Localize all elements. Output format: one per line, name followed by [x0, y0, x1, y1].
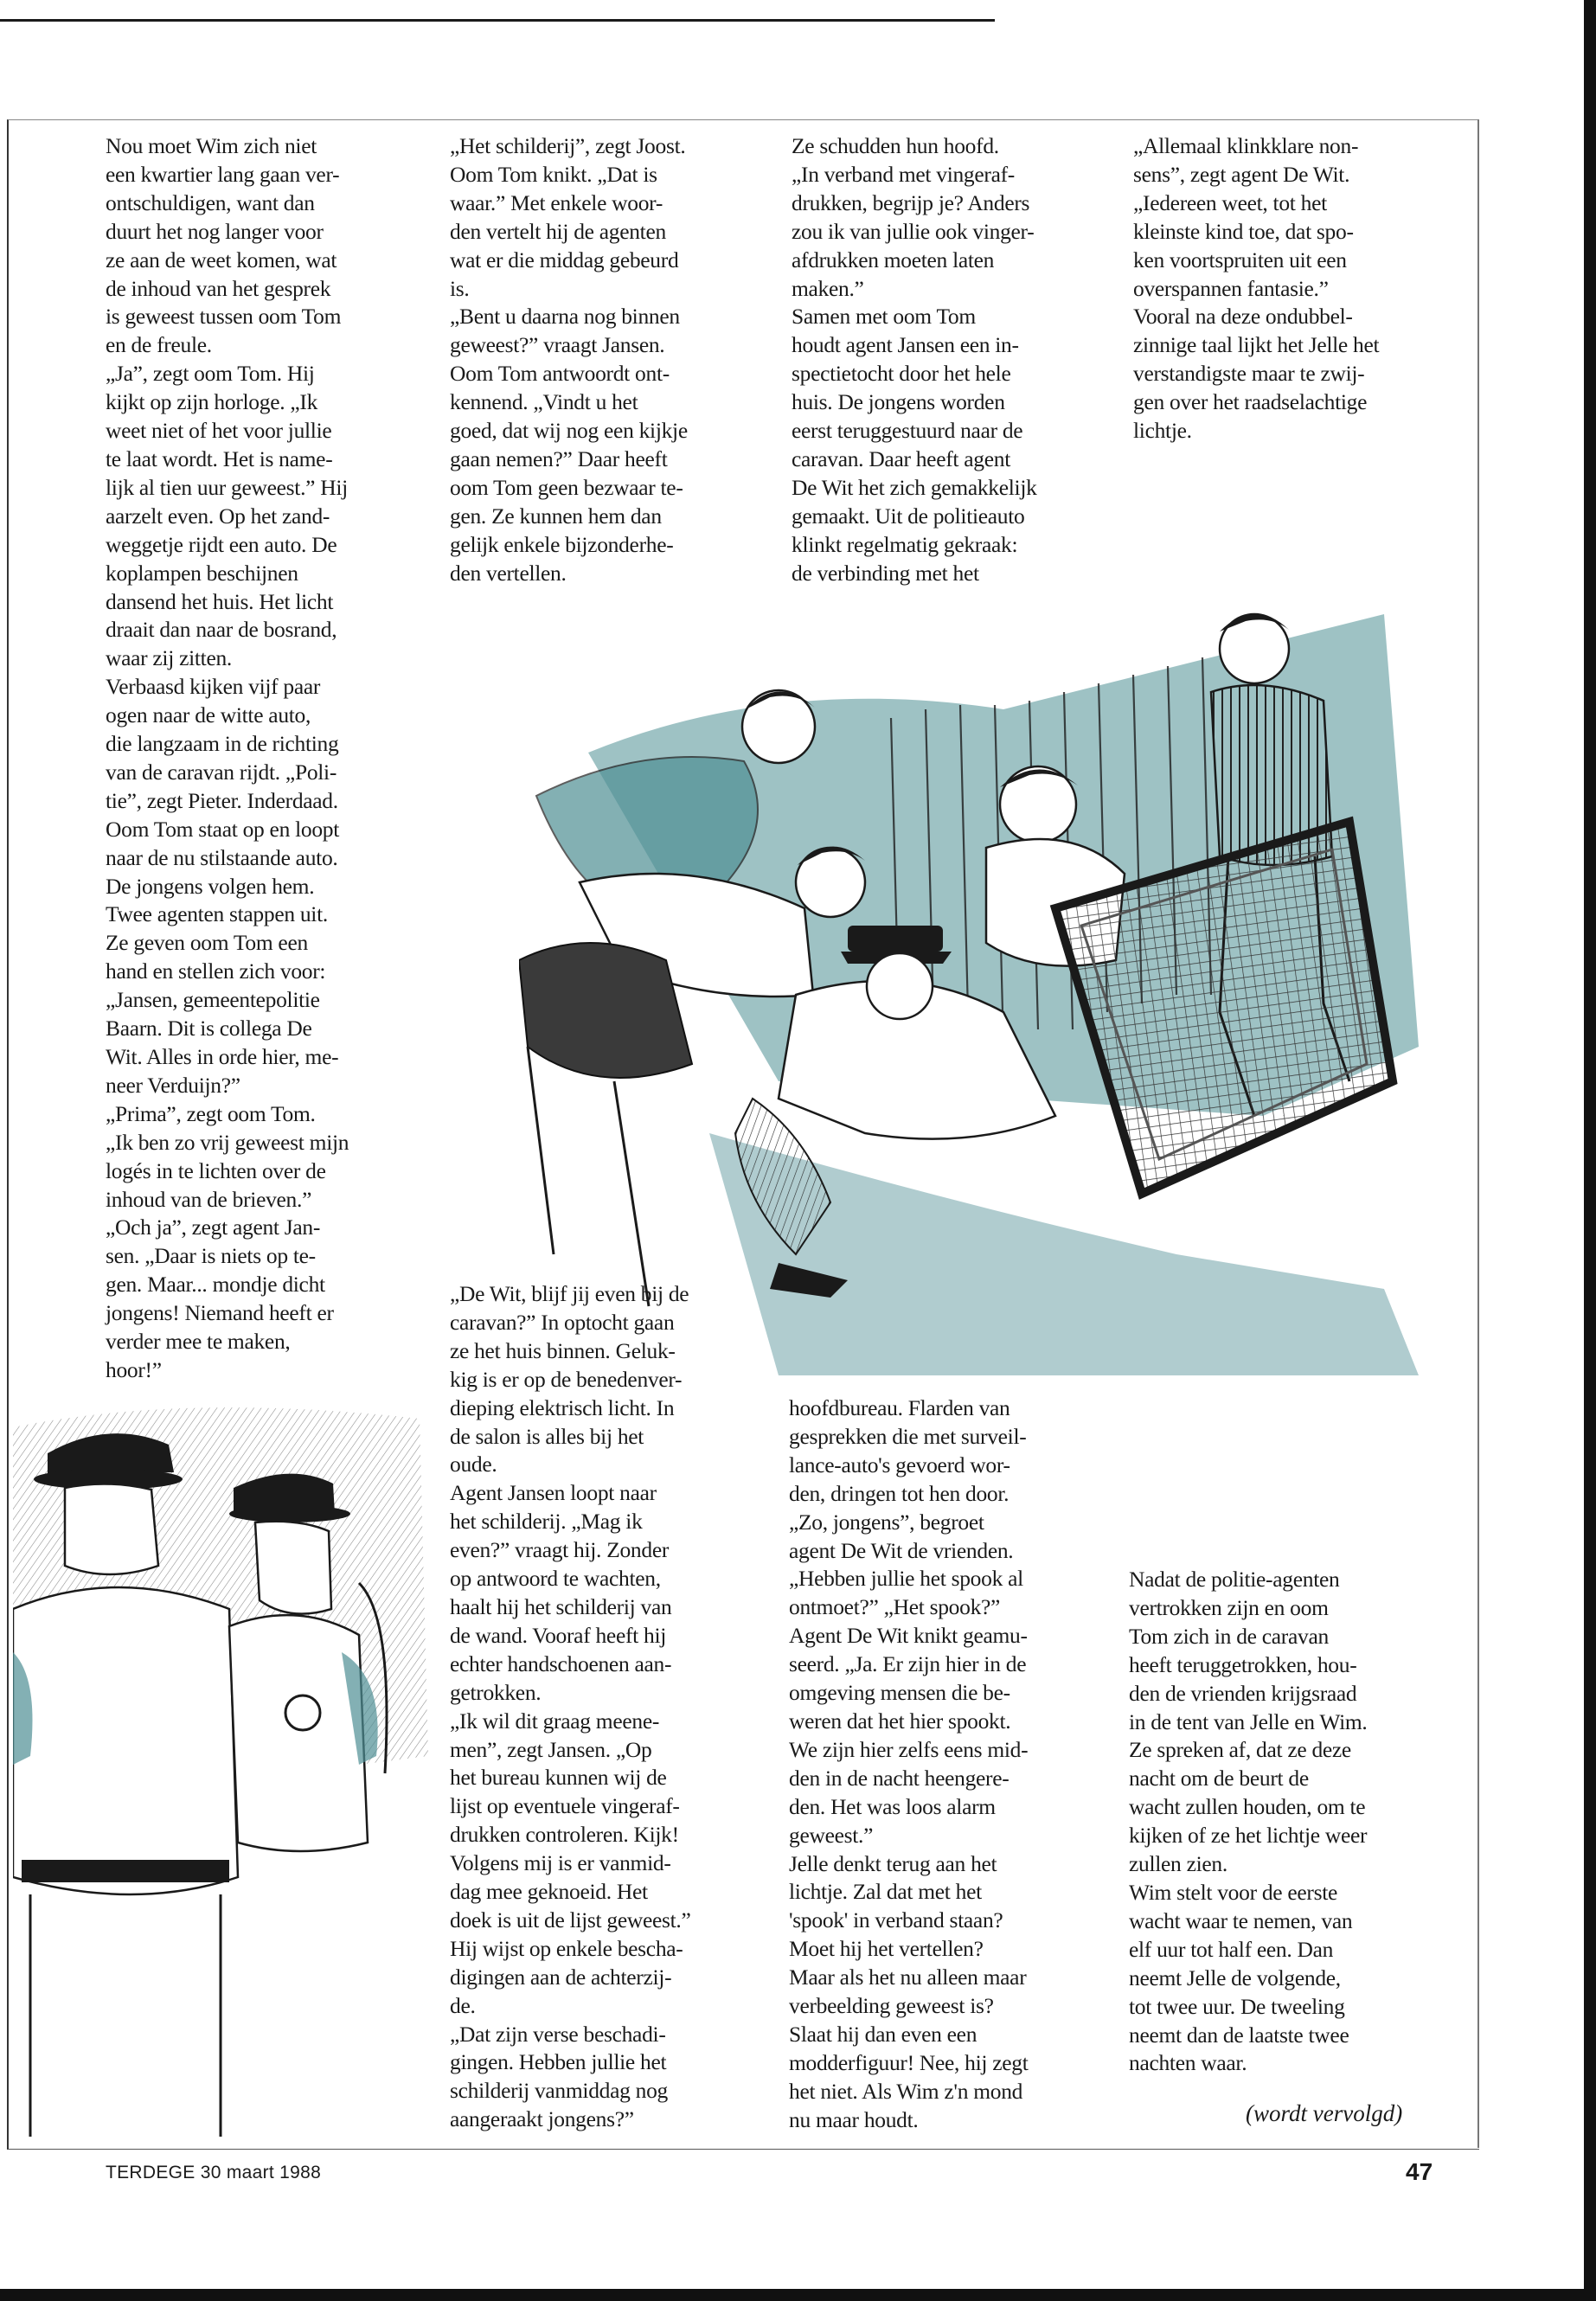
publication-footer: TERDEGE 30 maart 1988 — [106, 2163, 322, 2182]
story-column-2-top: „Het schilderij”, zegt Joost. Oom Tom knikt. „Dat is waar.” Met enkele woor- den vertelt hij de agenten wat er die middag gebeurd is. „Bent u daarna nog binnen geweest?” vraagt Jansen. Oom Tom antwoordt ont- kennend. „Vindt u het goed, dat wij nog een kijkje gaan nemen?” Daar heeft oom Tom geen bezwaar te- gen. Ze kunnen hem dan gelijk enkele bijzonderhe- den vertellen. — [450, 133, 688, 586]
story-column-4-top: „Allemaal klinkklare non- sens”, zegt agent De Wit. „Iedereen weet, tot het kleinste kind toe, dat spo- ken voortspruiten uit een overspannen fantasie.” Vooral na deze ondubbel- zinnige taal lijkt het Jelle het verstandigste maar te zwij- gen over het raadselachtige lichtje. — [1133, 133, 1380, 444]
illustration-two-policemen — [13, 1393, 437, 2145]
scan-right-border — [1584, 0, 1596, 2301]
story-column-4-bottom: Nadat de politie-agenten vertrokken zijn en oom Tom zich in de caravan heeft teruggetrokken, hou- den de vrienden krijgsraad in de tent van Jelle en Wim. Ze spreken af, dat ze deze nacht om de beurt de wacht zullen houden, om te kijken of ze het lichtje weer zullen zien. Wim stelt voor de eerste wacht waar te nemen, van elf uur tot half een. Dan neemt Jelle de volgende, tot twee uur. De tweeling neemt dan de laatste twee nachten waar. — [1129, 1567, 1368, 2076]
page-frame-right-rule — [1477, 119, 1479, 2148]
story-column-1: Nou moet Wim zich niet een kwartier lang gaan ver- ontschuldigen, want dan duurt het nog langer voor ze aan de weet komen, wat de inhoud van het gesprek is geweest tussen oom Tom en de freule. „Ja”, zegt oom Tom. Hij kijkt op zijn horloge. „Ik weet niet of het voor jullie te laat wordt. Het is name- lijk al tien uur geweest.” Hij aarzelt even. Op het zand- weggetje rijdt een auto. De koplampen beschijnen dansend het huis. Het licht draait dan naar de bosrand, waar zij zitten. Verbaasd kijken vijf paar ogen naar de witte auto, die langzaam in de richting van de caravan rijdt. „Poli- tie”, zegt Pieter. Inderdaad. Oom Tom staat op en loopt naar de nu stilstaande auto. De jongens volgen hem. Twee agenten stappen uit. Ze geven oom Tom een hand en stellen zich voor: „Jansen, gemeentepolitie Baarn. Dit is collega De Wit. Alles in orde hier, me- neer Verduijn?” „Prima”, zegt oom Tom. „Ik ben zo vrij geweest mijn logés in te lichten over de inhoud van de brieven.” „Och ja”, zegt agent Jan- sen. „Daar is niets op te- gen. Maar... mondje dicht jongens! Niemand heeft er verder mee te maken, hoor!” — [106, 133, 349, 1382]
story-column-3-top: Ze schudden hun hoofd. „In verband met vingeraf- drukken, begrijp je? Anders zou ik van jullie ook vinger- afdrukken moeten laten maken.” Samen met oom Tom houdt agent Jansen een in- spectietocht door het hele huis. De jongens worden eerst teruggestuurd naar de caravan. Daar heeft agent De Wit het zich gemakkelijk gemaakt. Uit de politieauto klinkt regelmatig gekraak: de verbinding met het — [792, 133, 1037, 586]
illustration-inspecting-frame — [519, 597, 1453, 1375]
to-be-continued-note: (wordt vervolgd) — [1246, 2100, 1403, 2126]
story-column-3-bottom: hoofdbureau. Flarden van gesprekken die met surveil- lance-auto's gevoerd wor- den, dringen tot hen door. „Zo, jongens”, begroet agent De Wit de vrienden. „Hebben jullie het spook al ontmoet?” „Het spook?” Agent De Wit knikt geamu- seerd. „Ja. Er zijn hier in de omgeving mensen die be- weren dat het hier spookt. We zijn hier zelfs eens mid- den in de nacht heengere- den. Het was loos alarm geweest.” Jelle denkt terug aan het lichtje. Zal dat met het 'spook' in verband staan? Moet hij het vertellen? Maar als het nu alleen maar verbeelding geweest is? Slaat hij dan even een modderfiguur! Nee, hij zegt het niet. Als Wim z'n mond nu maar houdt. — [789, 1395, 1029, 2132]
story-column-2-bottom: „De Wit, blijf jij even bij de caravan?” In optocht gaan ze het huis binnen. Geluk- kig is er op de benedenver- dieping elektrisch licht. In de salon is alles bij het oude. Agent Jansen loopt naar het schilderij. „Mag ik even?” vraagt hij. Zonder op antwoord te wachten, haalt hij het schilderij van de wand. Vooraf heeft hij echter handschoenen aan- getrokken. „Ik wil dit graag meene- men”, zegt Jansen. „Op het bureau kunnen wij de lijst op eventuele vingeraf- drukken controleren. Kijk! Volgens mij is er vanmid- dag mee geknoeid. Het doek is uit de lijst geweest.” Hij wijst op enkele bescha- digingen aan de achterzij- de. „Dat zijn verse beschadi- gingen. Hebben jullie het schilderij vanmiddag nog aangeraakt jongens?” — [450, 1281, 691, 2132]
scan-bottom-border — [0, 2289, 1596, 2301]
page-top-edge — [0, 19, 995, 22]
page-number: 47 — [1406, 2158, 1433, 2185]
